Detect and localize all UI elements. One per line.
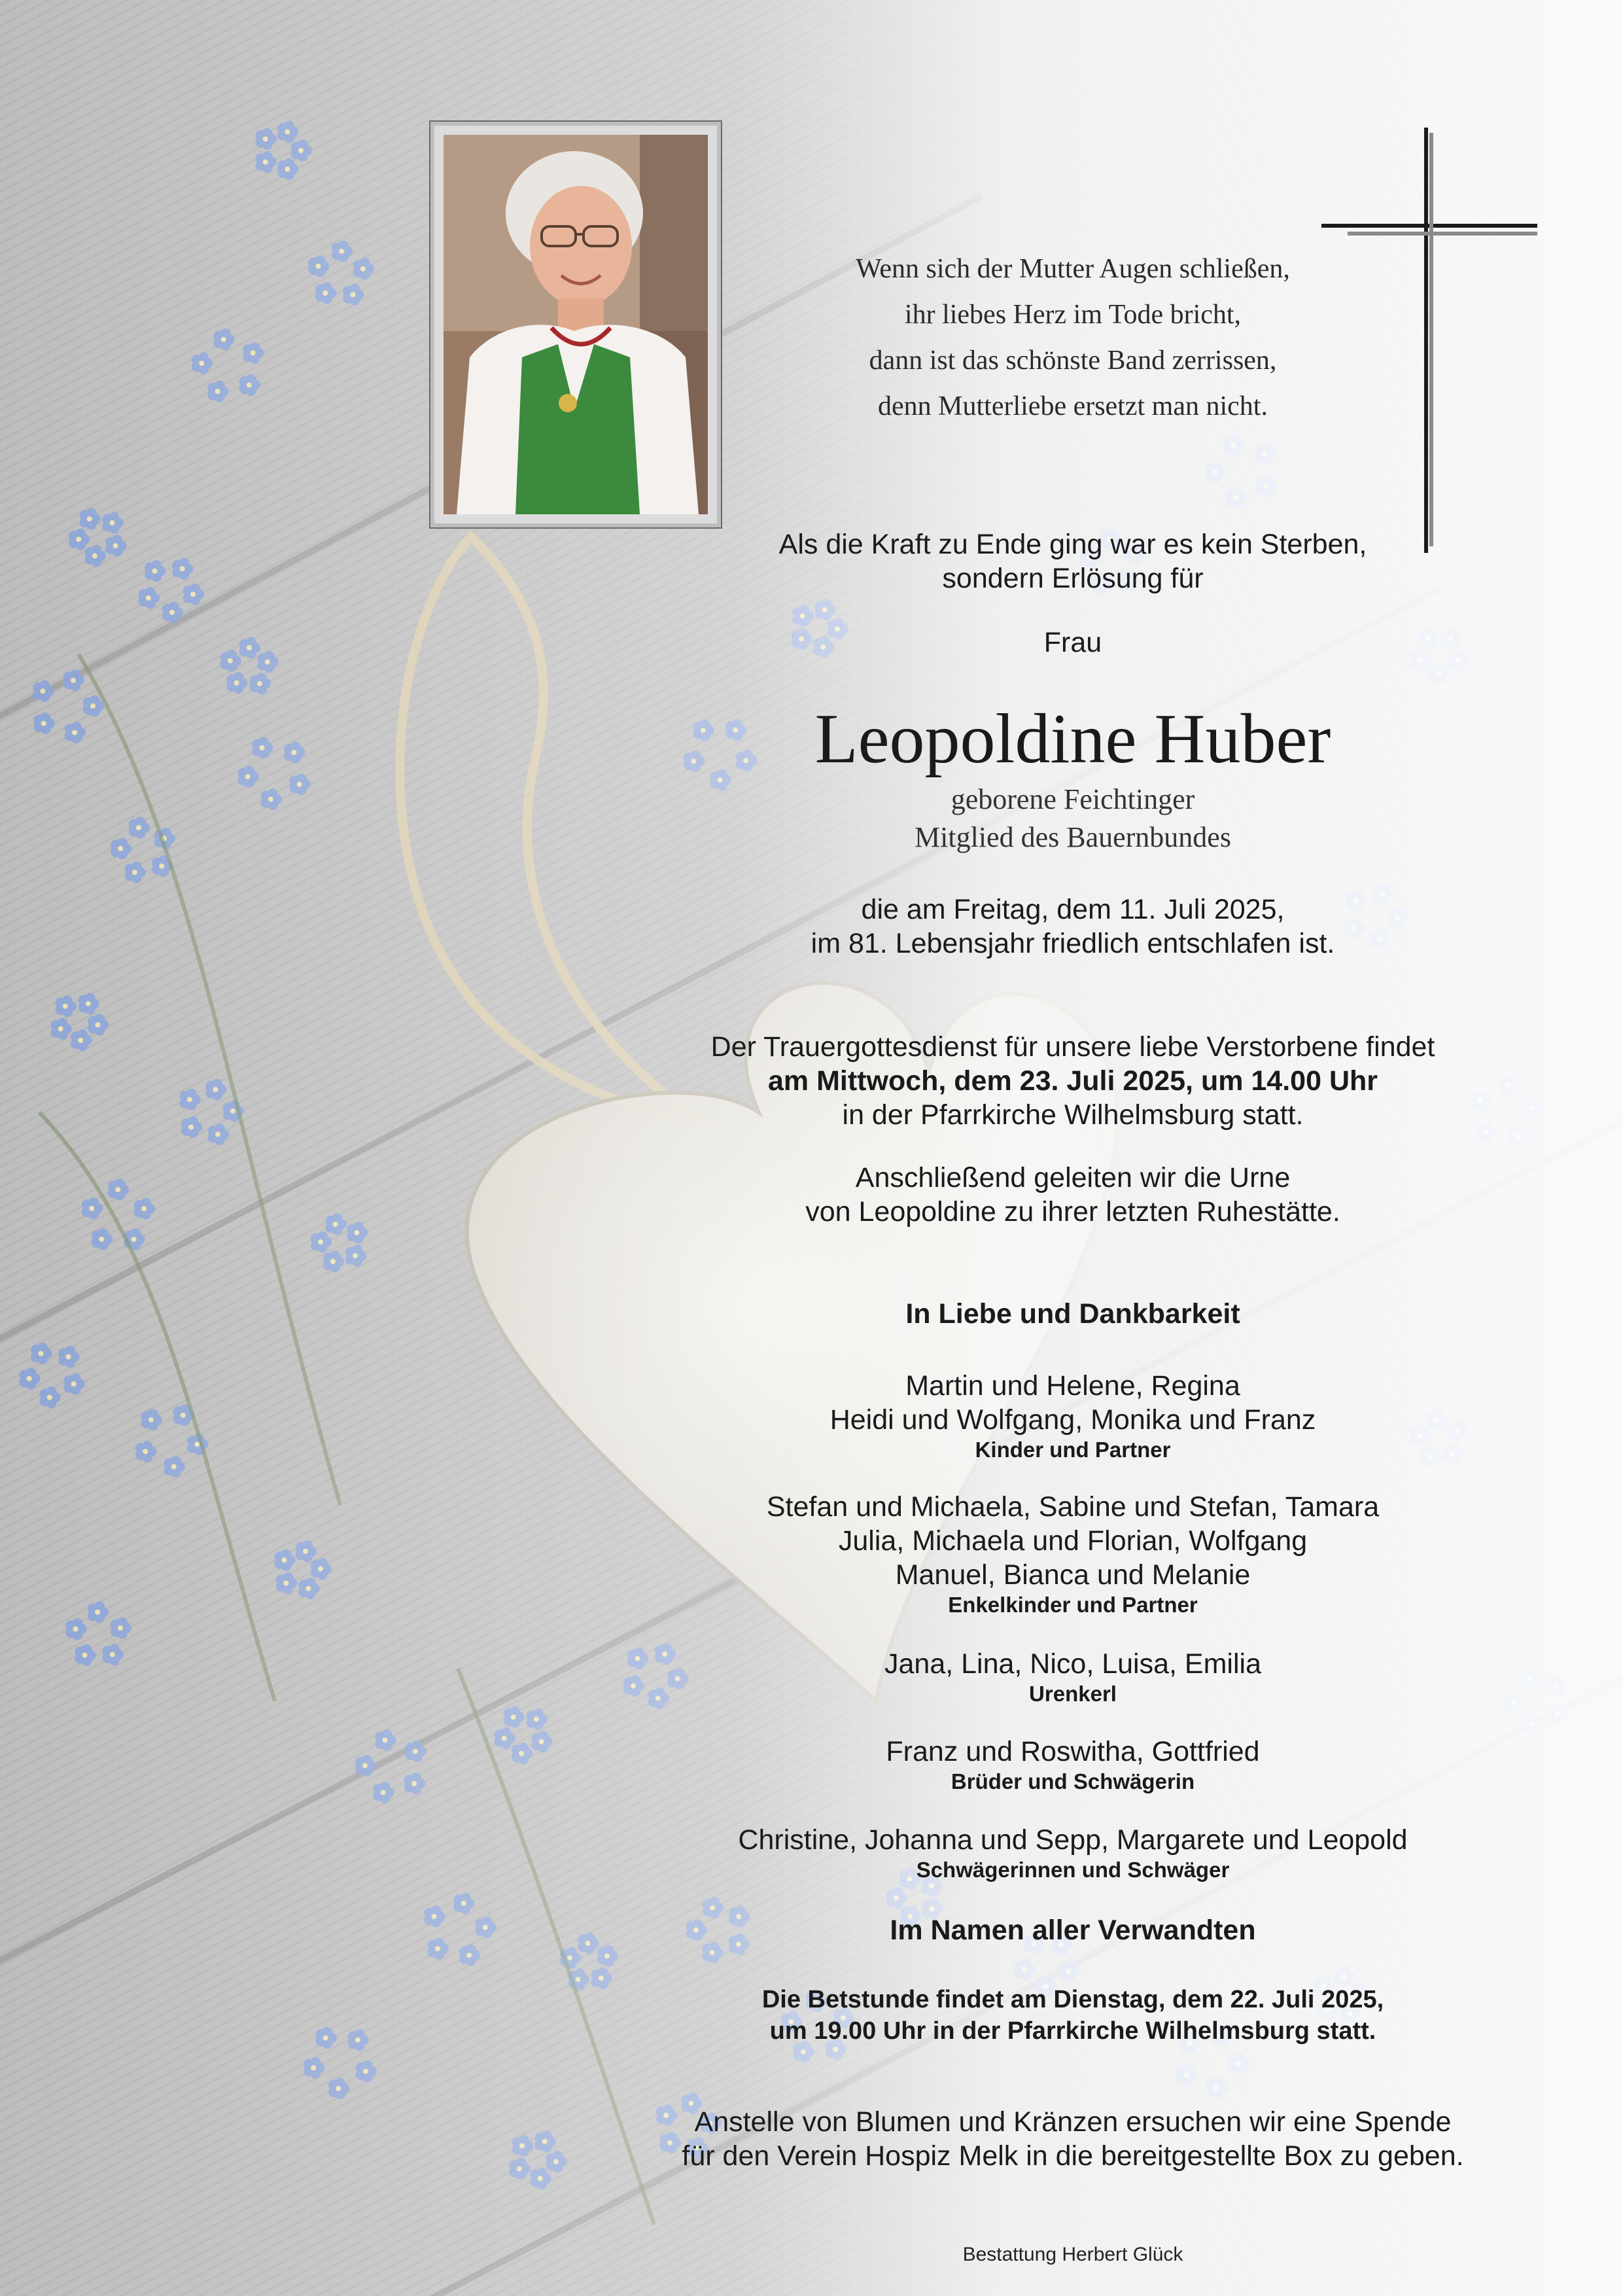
salutation: Frau <box>1043 627 1102 658</box>
prayer-line: um 19.00 Uhr in der Pfarrkirche Wilhelmsburg statt. <box>769 2017 1376 2045</box>
family-greatgrandchildren <box>654 1647 1492 1707</box>
death-notice <box>654 892 1492 961</box>
intro-line: Als die Kraft zu Ende ging war es kein Sterben, <box>778 529 1367 560</box>
family-line: Franz und Roswitha, Gottfried <box>886 1736 1260 1767</box>
donation-line: für den Verein Hospiz Melk in die bereitgestellte Box zu geben. <box>682 2140 1464 2172</box>
family-children <box>654 1369 1492 1463</box>
family-inlaws <box>654 1823 1492 1883</box>
thanks-heading: In Liebe und Dankbarkeit <box>905 1298 1240 1330</box>
family-label: Brüder und Schwägerin <box>951 1769 1195 1793</box>
deceased-name: Leopoldine Huber <box>814 700 1331 778</box>
memorial-poem <box>772 246 1374 429</box>
family-line: Heidi und Wolfgang, Monika und Franz <box>829 1404 1316 1436</box>
membership: Mitglied des Bauernbundes <box>915 821 1231 853</box>
family-label: Kinder und Partner <box>975 1438 1171 1462</box>
family-line: Julia, Michaela und Florian, Wolfgang <box>838 1525 1308 1557</box>
service-info <box>654 1030 1492 1132</box>
prayer-info <box>654 1984 1492 2047</box>
family-line: Christine, Johanna und Sepp, Margarete und Leopold <box>738 1824 1408 1856</box>
family-line: Stefan und Michaela, Sabine und Stefan, Tamara <box>766 1491 1380 1523</box>
family-line: Jana, Lina, Nico, Luisa, Emilia <box>884 1648 1261 1680</box>
urn-line: Anschließend geleiten wir die Urne <box>855 1162 1291 1193</box>
funeral-home: Bestattung Herbert Glück <box>962 2244 1183 2265</box>
family-label: Schwägerinnen und Schwäger <box>916 1858 1230 1882</box>
relatives-heading: Im Namen aller Verwandten <box>890 1915 1256 1946</box>
family-line: Martin und Helene, Regina <box>905 1370 1240 1402</box>
portrait-photo-frame <box>429 120 722 529</box>
service-location: in der Pfarrkirche Wilhelmsburg statt. <box>842 1099 1304 1131</box>
poem-line: Wenn sich der Mutter Augen schließen, <box>856 254 1290 284</box>
family-grandchildren <box>654 1490 1492 1618</box>
urn-line: von Leopoldine zu ihrer letzten Ruhestätte. <box>805 1196 1340 1227</box>
intro-line: sondern Erlösung für <box>942 563 1204 594</box>
donation-line: Anstelle von Blumen und Kränzen ersuchen wir eine Spende <box>694 2106 1452 2138</box>
family-label: Urenkerl <box>1029 1682 1117 1706</box>
service-date: am Mittwoch, dem 23. Juli 2025, um 14.00 Uhr <box>768 1065 1378 1097</box>
prayer-line: Die Betstunde findet am Dienstag, dem 22. Juli 2025, <box>761 1986 1384 2013</box>
poem-line: ihr liebes Herz im Tode bricht, <box>904 300 1242 330</box>
donation-info <box>654 2105 1492 2173</box>
family-siblings <box>654 1735 1492 1795</box>
poem-line: denn Mutterliebe ersetzt man nicht. <box>878 391 1268 421</box>
family-line: Manuel, Bianca und Melanie <box>895 1559 1251 1591</box>
deceased-subtitle <box>654 781 1492 857</box>
maiden-name: geborene Feichtinger <box>951 783 1195 815</box>
portrait-photo <box>444 135 708 514</box>
service-line: Der Trauergottesdienst für unsere liebe Verstorbene findet <box>710 1031 1435 1063</box>
death-date-line: die am Freitag, dem 11. Juli 2025, <box>861 894 1285 925</box>
family-label: Enkelkinder und Partner <box>948 1593 1198 1617</box>
poem-line: dann ist das schönste Band zerrissen, <box>869 345 1277 376</box>
urn-info <box>654 1161 1492 1229</box>
death-age-line: im 81. Lebensjahr friedlich entschlafen ist. <box>811 928 1335 959</box>
intro-text <box>654 527 1492 595</box>
